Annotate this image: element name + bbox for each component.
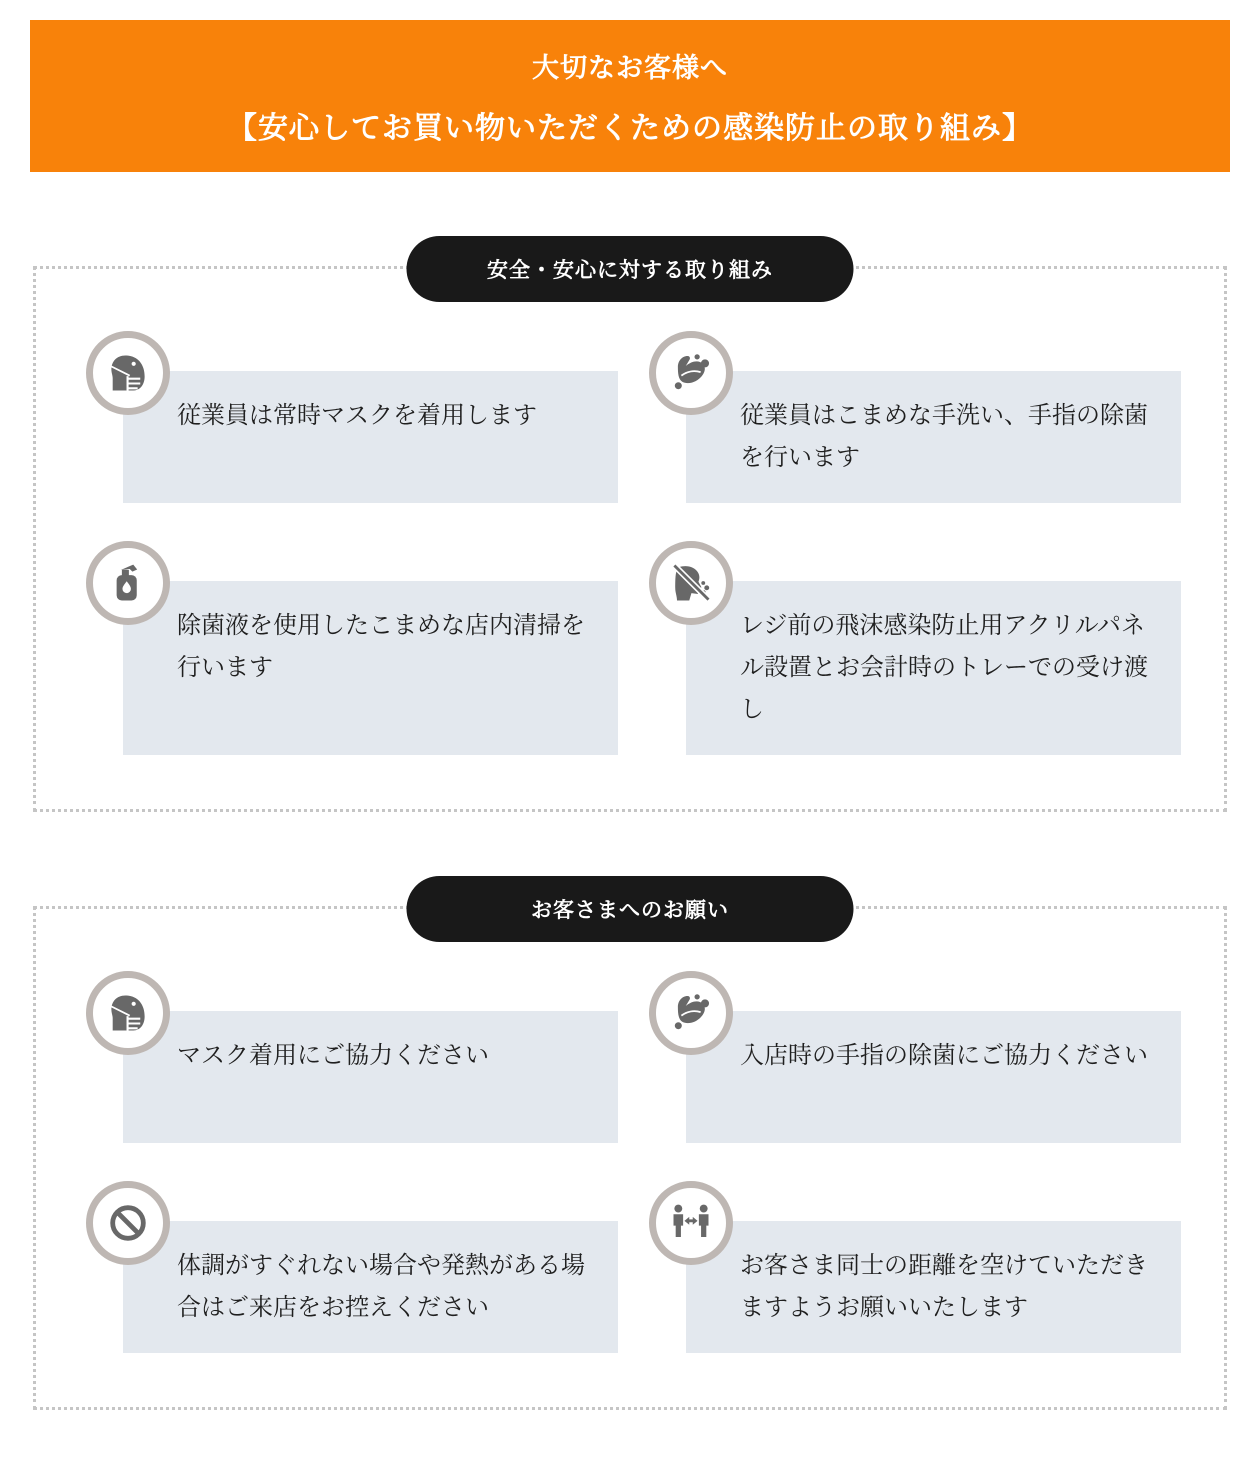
notice-banner	[30, 20, 1230, 172]
no-entry-icon	[86, 1181, 170, 1265]
section-customer-requests	[33, 899, 1227, 1410]
item-text-box: レジ前の飛沫感染防止用アクリルパネル設置とお会計時のトレーでの受け渡し	[686, 581, 1181, 755]
list-item	[649, 331, 1181, 503]
item-text-box: 体調がすぐれない場合や発熱がある場合はご来店をお控えください	[123, 1221, 618, 1353]
hand-washing-icon	[649, 971, 733, 1055]
sanitizer-bottle-icon	[86, 541, 170, 625]
item-text-box: マスク着用にご協力ください	[123, 1011, 618, 1143]
mask-face-icon	[86, 971, 170, 1055]
item-grid	[86, 971, 1184, 1353]
list-item	[86, 541, 618, 755]
hand-washing-icon	[649, 331, 733, 415]
list-item	[86, 1181, 618, 1353]
section-safety-measures	[33, 259, 1227, 812]
list-item	[649, 1181, 1181, 1353]
list-item	[86, 331, 618, 503]
banner-subtitle: 【安心してお買い物いただくための感染防止の取り組み】	[227, 111, 1033, 145]
item-text-box: 入店時の手指の除菌にご協力ください	[686, 1011, 1181, 1143]
banner-title: 大切なお客様へ	[532, 52, 728, 83]
item-text-box: 従業員は常時マスクを着用します	[123, 371, 618, 503]
item-text-box: 除菌液を使用したこまめな店内清掃を行います	[123, 581, 618, 755]
list-item	[86, 971, 618, 1143]
list-item	[649, 541, 1181, 755]
social-distance-icon	[649, 1181, 733, 1265]
item-text-box: お客さま同士の距離を空けていただきますようお願いいたします	[686, 1221, 1181, 1353]
section-badge: お客さまへのお願い	[407, 876, 854, 942]
item-grid	[86, 331, 1184, 755]
section-badge: 安全・安心に対する取り組み	[407, 236, 854, 302]
item-text-box: 従業員はこまめな手洗い、手指の除菌を行います	[686, 371, 1181, 503]
list-item	[649, 971, 1181, 1143]
mask-face-icon	[86, 331, 170, 415]
splash-guard-icon	[649, 541, 733, 625]
